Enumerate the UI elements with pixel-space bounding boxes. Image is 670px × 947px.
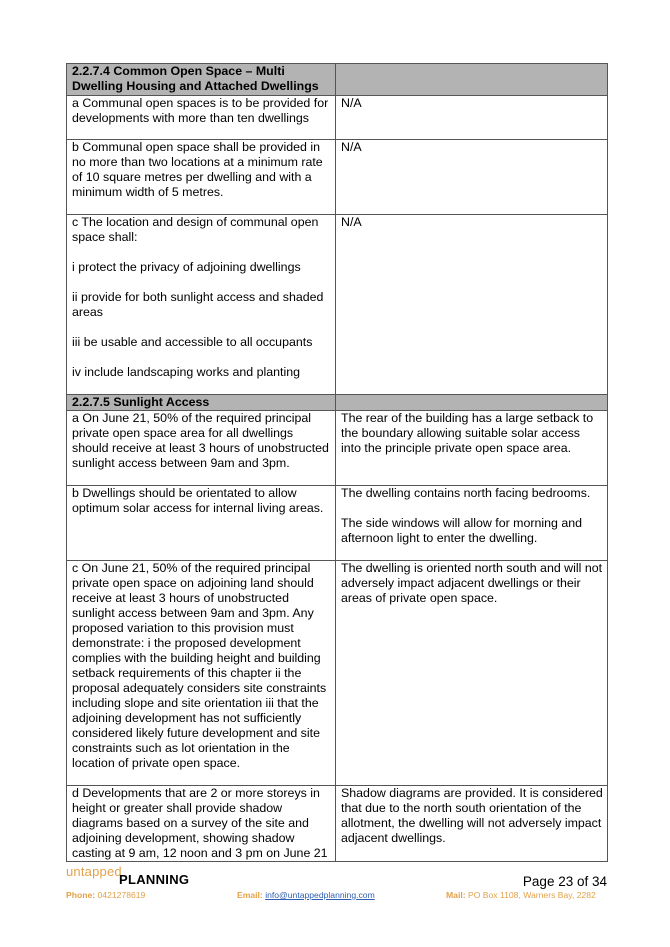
response-text: N/A (341, 96, 362, 110)
logo-text-bottom: PLANNING (119, 872, 190, 887)
requirement-subitem: ii provide for both sunlight access and shaded areas (72, 290, 324, 319)
table-row (67, 411, 608, 486)
section-heading-blank (336, 64, 608, 96)
section-heading-row (67, 64, 608, 96)
response-text: The side windows will allow for morning and afternoon light to enter the dwelling. (341, 516, 583, 545)
table-row (67, 486, 608, 561)
logo-text-top: untapped (66, 864, 122, 879)
phone-value: 0421278619 (97, 890, 146, 900)
requirement-cell (67, 411, 336, 486)
mail-label: Mail: (446, 890, 466, 900)
email-label: Email: (237, 890, 263, 900)
section-heading: 2.2.7.4 Common Open Space – Multi Dwelling Housing and Attached Dwellings (67, 64, 336, 96)
response-cell (336, 411, 608, 486)
footer-email (237, 890, 375, 900)
response-cell (336, 215, 608, 395)
requirement-cell (67, 561, 336, 786)
requirement-text: d Developments that are 2 or more storeys in height or greater shall provide shadow diagrams based on a survey of the site and adjoining development, showing shadow casting at 9 am, 12 noon and 3 pm on June 21 (72, 786, 328, 860)
table-row (67, 561, 608, 786)
email-link[interactable]: info@untappedplanning.com (265, 890, 375, 900)
company-logo (66, 862, 196, 888)
requirement-subitem: i protect the privacy of adjoining dwellings (72, 260, 301, 274)
requirement-text: c The location and design of communal open space shall: (72, 215, 319, 244)
compliance-table (66, 63, 608, 862)
requirement-cell (67, 486, 336, 561)
table-row (67, 140, 608, 215)
requirement-subitem: iii be usable and accessible to all occupants (72, 335, 313, 349)
table-row (67, 96, 608, 140)
section-heading: 2.2.7.5 Sunlight Access (67, 395, 336, 411)
response-cell (336, 140, 608, 215)
response-text: N/A (341, 215, 362, 229)
response-cell (336, 561, 608, 786)
requirement-text: a On June 21, 50% of the required principal private open space area for all dwellings should receive at least 3 hours of unobstructed sunlight access between 9am and 3pm. (72, 411, 329, 470)
response-cell (336, 486, 608, 561)
section-heading-row (67, 395, 608, 411)
requirement-cell (67, 215, 336, 395)
footer-phone (66, 890, 145, 900)
page-number: Page 23 of 34 (522, 874, 607, 889)
requirement-subitem: iv include landscaping works and planting (72, 365, 300, 379)
requirement-cell (67, 96, 336, 140)
response-cell (336, 96, 608, 140)
mail-value: PO Box 1108, Warners Bay, 2282 (467, 890, 596, 900)
section-heading-blank (336, 395, 608, 411)
footer-mail (446, 890, 596, 900)
response-text: N/A (341, 140, 362, 154)
requirement-text: c On June 21, 50% of the required principal private open space on adjoining land should receive at least 3 hours of unobstructed sunlight access between 9am and 3pm. Any proposed variation to this provision must demonstrate: i the proposed development complies with the building height and building setback requirements of this chapter ii the proposal adequately considers site constraints including slope and site orientation iii that the adjoining development has not sufficiently considered likely future development and site constraints such as lot orientation in the location of private open space. (72, 561, 327, 770)
requirement-text: b Communal open space shall be provided in no more than two locations at a minimum rate of 10 square metres per dwelling and with a minimum width of 5 metres. (72, 140, 323, 199)
table-row (67, 786, 608, 862)
phone-label: Phone: (66, 890, 96, 900)
response-text: Shadow diagrams are provided. It is considered that due to the north south orientation of the allotment, the dwelling will not adversely impact adjacent dwellings. (341, 786, 603, 845)
response-text: The dwelling is oriented north south and will not adversely impact adjacent dwellings or their areas of private open space. (341, 561, 603, 605)
requirement-cell (67, 786, 336, 862)
table-row (67, 215, 608, 395)
response-text: The rear of the building has a large setback to the boundary allowing suitable solar access into the principle private open space area. (341, 411, 594, 455)
page-footer (66, 862, 607, 912)
requirement-text: b Dwellings should be orientated to allow optimum solar access for internal living areas. (72, 486, 324, 515)
requirement-cell (67, 140, 336, 215)
response-text: The dwelling contains north facing bedrooms. (341, 486, 591, 500)
response-cell (336, 786, 608, 862)
requirement-text: a Communal open spaces is to be provided for developments with more than ten dwellings (72, 96, 329, 125)
